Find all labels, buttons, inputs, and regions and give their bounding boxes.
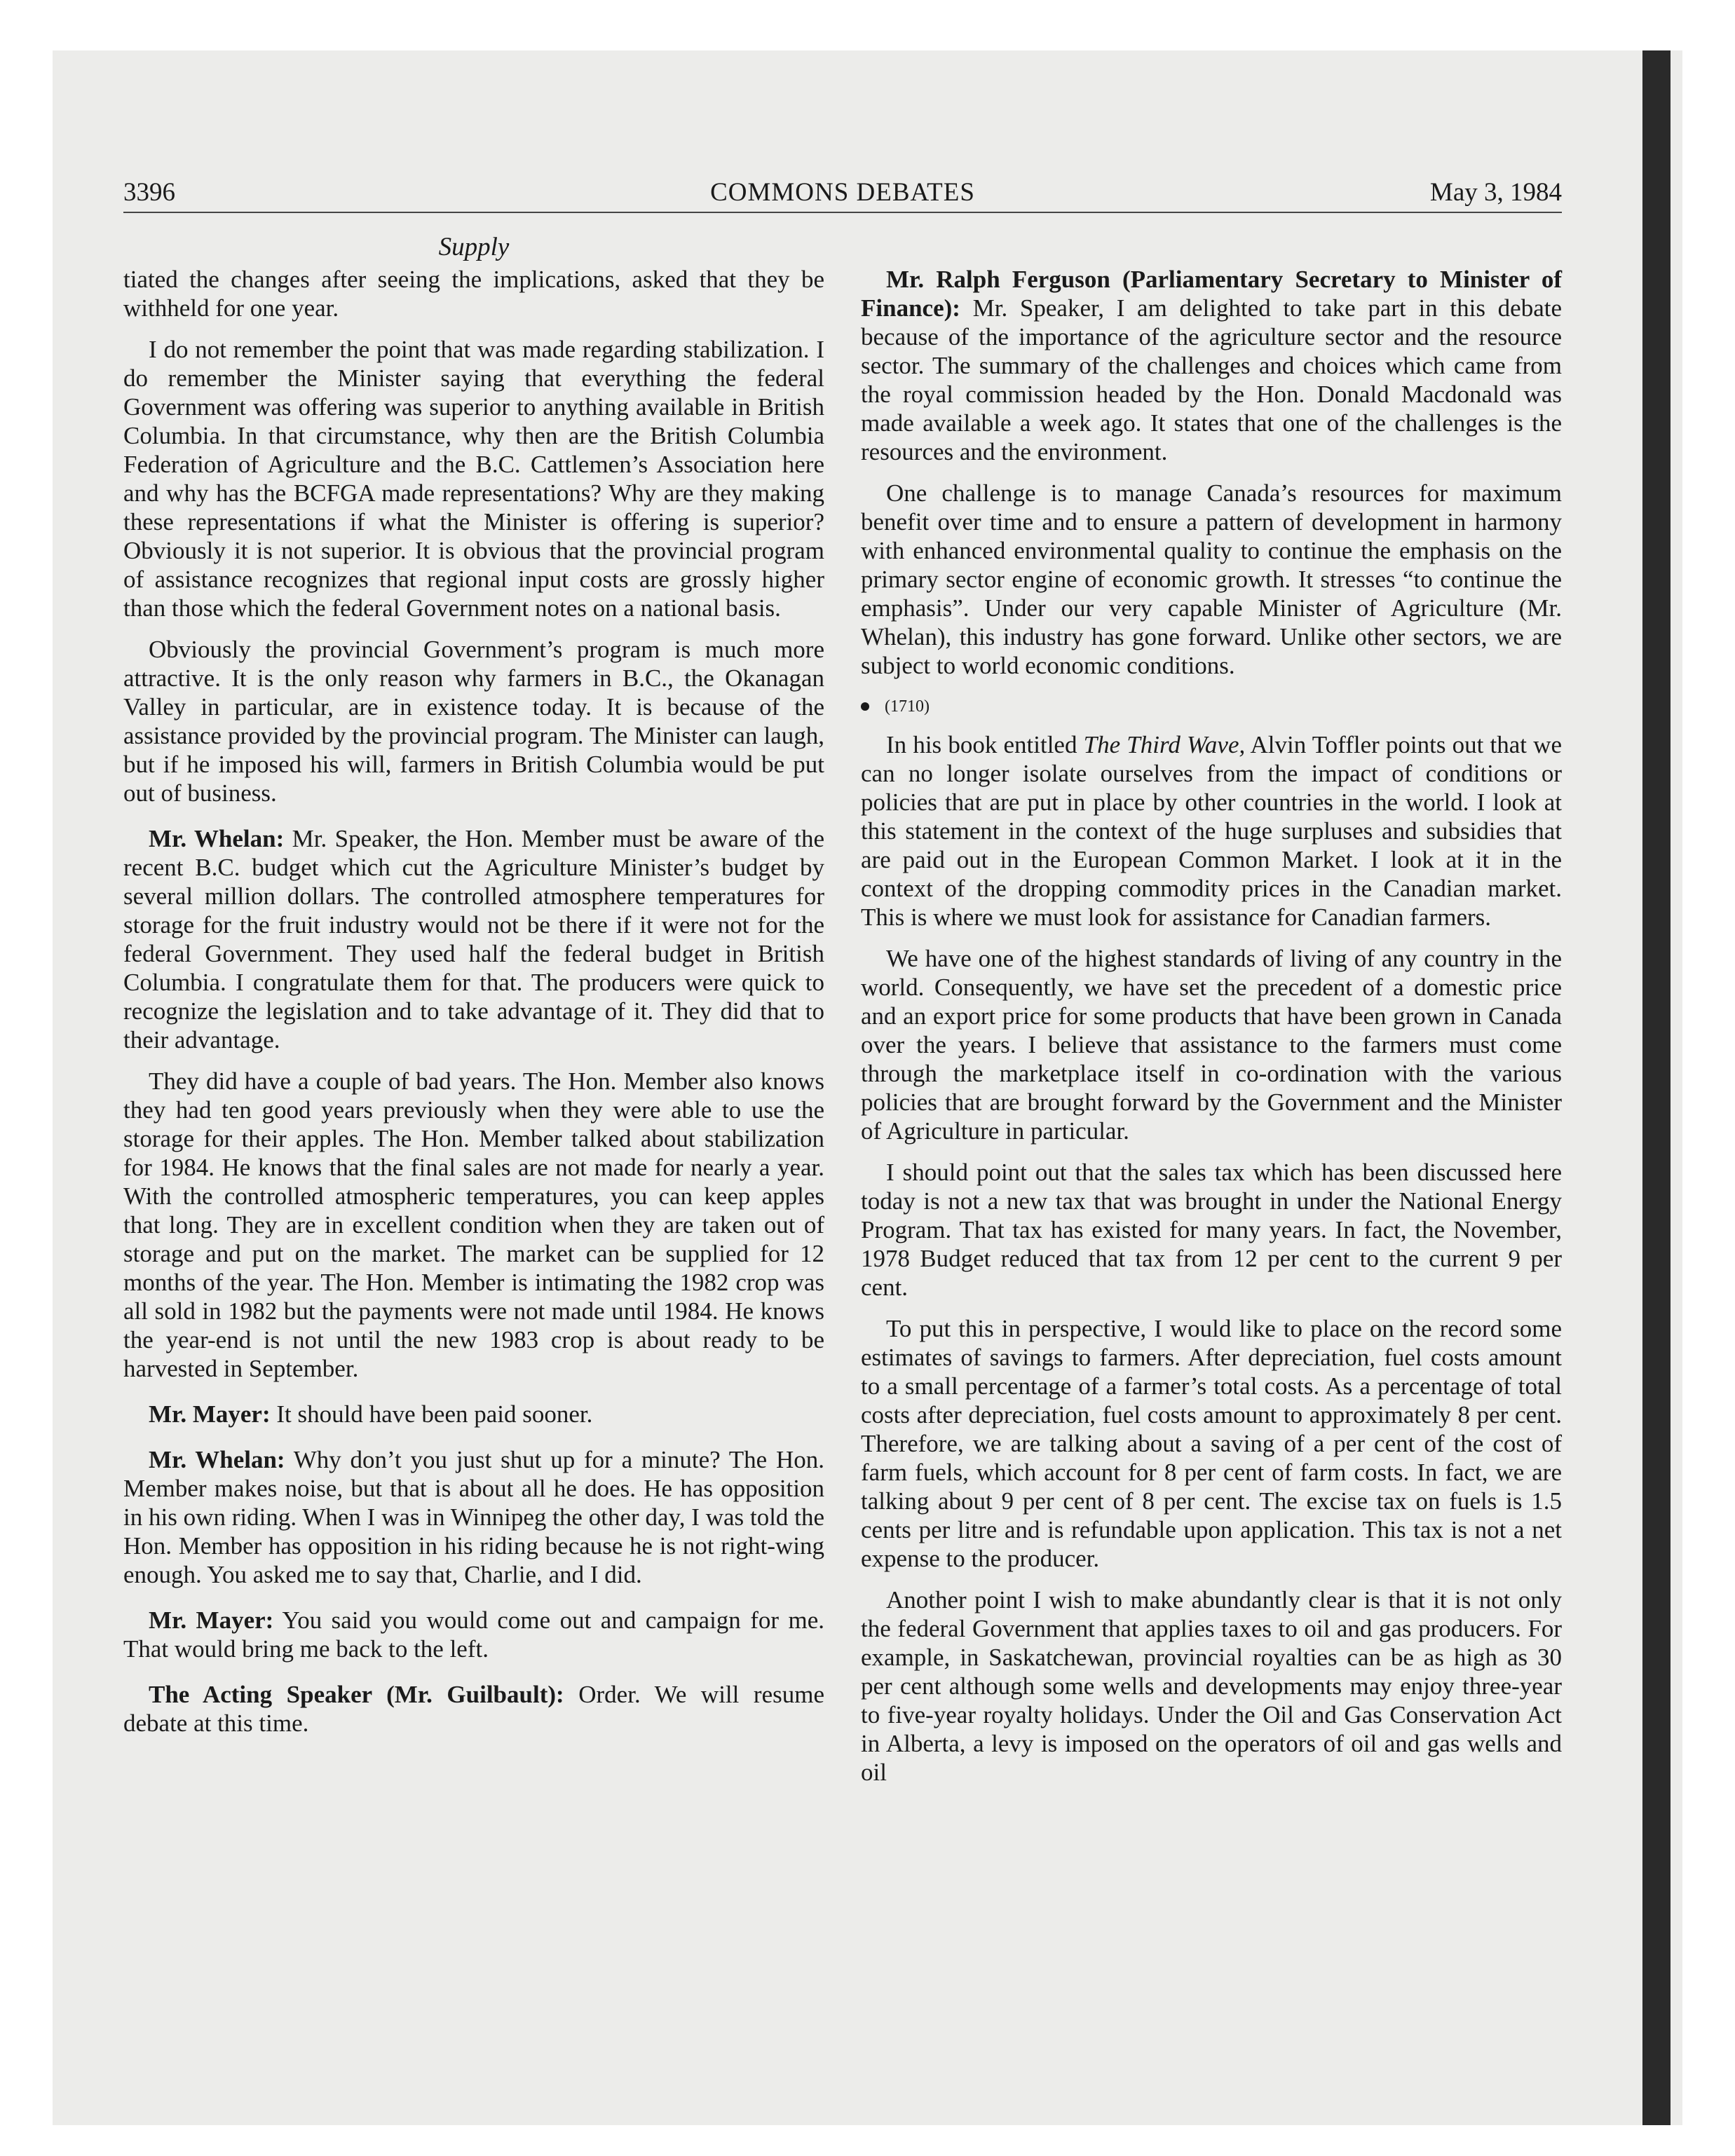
speech-whelan [123, 1445, 824, 1589]
right-column [861, 265, 1562, 1799]
speech-mayer [123, 1606, 824, 1663]
speech-ferguson [861, 265, 1562, 466]
speaker-name: Mr. Mayer: [149, 1606, 274, 1634]
publication-title: COMMONS DEBATES [710, 178, 975, 207]
paragraph [861, 730, 1562, 932]
speech-text: Why don’t you just shut up for a minute? The Hon. Member makes noise, but that is about all he does. He has opposition in his own riding. When I was in Winnipeg the other day, I was told the Hon. Member has opposition in his riding because he is not right-wing enough. You asked me to say that, Charlie, and I did. [123, 1446, 824, 1588]
speech-text: It should have been paid sooner. [276, 1400, 593, 1428]
hansard-page [123, 175, 1563, 1786]
sitting-date: May 3, 1984 [1429, 178, 1562, 207]
paragraph: We have one of the highest standards of living of any country in the world. Consequently, we have set the precedent of a domestic price and an export price for some products that have been grown in Canada over the years. I believe that assistance to the farmers must come through the marketplace itself in co-ordination with the various policies that are brought forward by the Government and the Minister of Agriculture in particular. [861, 945, 1562, 1145]
paragraph: Another point I wish to make abundantly clear is that it is not only the federal Government that applies taxes to oil and gas producers. For example, in Saskatchewan, provincial royalties can be as high as 30 per cent although some wells and developments may enjoy three-year to five-year royalty holidays. Under the Oil and Gas Conservation Act in Alberta, a levy is imposed on the operators of oil and gas wells and oil [861, 1586, 1562, 1786]
speaker-name: Mr. Mayer: [149, 1400, 271, 1428]
book-title: The Third Wave, [1083, 731, 1246, 758]
paragraph: tiated the changes after seeing the implications, asked that they be withheld for one year. [123, 266, 824, 322]
speech-whelan [123, 824, 824, 1054]
speech-text: You said you would come out and campaign for me. That would bring me back to the left. [123, 1606, 825, 1663]
speech-mayer [123, 1400, 824, 1428]
page-number: 3396 [123, 178, 175, 207]
time-marker-text: (1710) [885, 697, 930, 716]
speech-text: Order. We will resume debate at this time. [123, 1681, 825, 1737]
running-header [123, 175, 1562, 213]
speech-text: Mr. Speaker, I am delighted to take part in this debate because of the importance of the agriculture sector and the resource sector. The summary of the challenges and choices which came from the royal commission headed by the Hon. Donald Macdonald was made available a week ago. It states that one of the challenges is the resources and the environment. [861, 294, 1562, 465]
paragraph: Obviously the provincial Government’s program is much more attractive. It is the only reason why farmers in B.C., the Okanagan Valley in particular, are in existence today. It is because of the assistance provided by the provincial program. The Minister can laugh, but if he imposed his will, farmers in British Columbia would be put out of business. [123, 636, 824, 807]
paragraph: One challenge is to manage Canada’s resources for maximum benefit over time and to ensure a pattern of development in harmony with enhanced environmental quality to continue the emphasis on the primary sector engine of economic growth. It stresses “to continue the emphasis”. Under our very capable Minister of Agriculture (Mr. Whelan), this industry has gone forward. Unlike other sectors, we are subject to world economic conditions. [861, 479, 1562, 679]
text-run: In his book entitled [886, 731, 1077, 758]
speaker-name: The Acting Speaker (Mr. Guilbault): [149, 1681, 564, 1708]
section-title: Supply [438, 233, 510, 261]
bullet-icon [861, 702, 869, 711]
paragraph: To put this in perspective, I would like to place on the record some estimates of savings to farmers. After depreciation, fuel costs amount to a small percentage of a farmer’s total costs. As a percentage of total costs after depreciation, fuel costs amount to approximately 8 per cent. Therefore, we are talking about a saving of a per cent of the cost of farm fuels, which account for 8 per cent of farm costs. In fact, we are talking about 9 per cent of 8 per cent. The excise tax on fuels is 1.5 cents per litre and is refundable upon application. This tax is not a net expense to the producer. [861, 1315, 1562, 1572]
scan-edge-shadow [1642, 50, 1671, 2125]
speaker-name: Mr. Ralph Ferguson (Parliamentary Secretary to Minister of Finance): [861, 266, 1562, 322]
paragraph: I do not remember the point that was made regarding stabilization. I do remember the Minister saying that everything the federal Government was offering was superior to anything available in British Columbia. In that circumstance, why then are the British Columbia Federation of Agriculture and the B.C. Cattlemen’s Association here and why has the BCFGA made representations? Why are they making these representations if what the Minister is offering is superior? Obviously it is not superior. It is obvious that the provincial program of assistance recognizes that regional input costs are grossly higher than those which the federal Government notes on a national basis. [123, 336, 824, 622]
time-marker [861, 692, 1562, 721]
paragraph: I should point out that the sales tax which has been discussed here today is not a new tax that was brought in under the National Energy Program. That tax has existed for many years. In fact, the November, 1978 Budget reduced that tax from 12 per cent to the current 9 per cent. [861, 1159, 1562, 1301]
left-column [123, 265, 824, 1750]
speaker-name: Mr. Whelan: [149, 1446, 285, 1473]
paragraph: They did have a couple of bad years. The Hon. Member also knows they had ten good years previously when they were able to use the storage for their apples. The Hon. Member talked about stabilization for 1984. He knows that the final sales are not made for nearly a year. With the controlled atmospheric temperatures, you can keep apples that long. They are in excellent condition when they are taken out of storage and put on the market. The market can be supplied for 12 months of the year. The Hon. Member is intimating the 1982 crop was all sold in 1982 but the payments were not made until 1984. He knows the year-end is not until the new 1983 crop is about ready to be harvested in September. [123, 1067, 824, 1382]
speaker-name: Mr. Whelan: [149, 825, 285, 852]
speech-text: Mr. Speaker, the Hon. Member must be aware of the recent B.C. budget which cut the Agriculture Minister’s budget by several million dollars. The controlled atmosphere temperatures for storage for the fruit industry would not be there if it were not for the federal Government. They used half the federal budget in British Columbia. I congratulate them for that. The producers were quick to recognize the legislation and to take advantage of it. They did that to their advantage. [123, 825, 825, 1053]
text-run: Alvin Toffler points out that we can no longer isolate ourselves from the impact of conditions or policies that are put in place by other countries in the world. I look at this statement in the context of the huge surpluses and subsidies that are paid out in the European Common Market. I look at it in the context of the dropping commodity prices in the Canadian market. This is where we must look for assistance for Canadian farmers. [861, 731, 1563, 931]
speech-acting-speaker [123, 1680, 824, 1738]
